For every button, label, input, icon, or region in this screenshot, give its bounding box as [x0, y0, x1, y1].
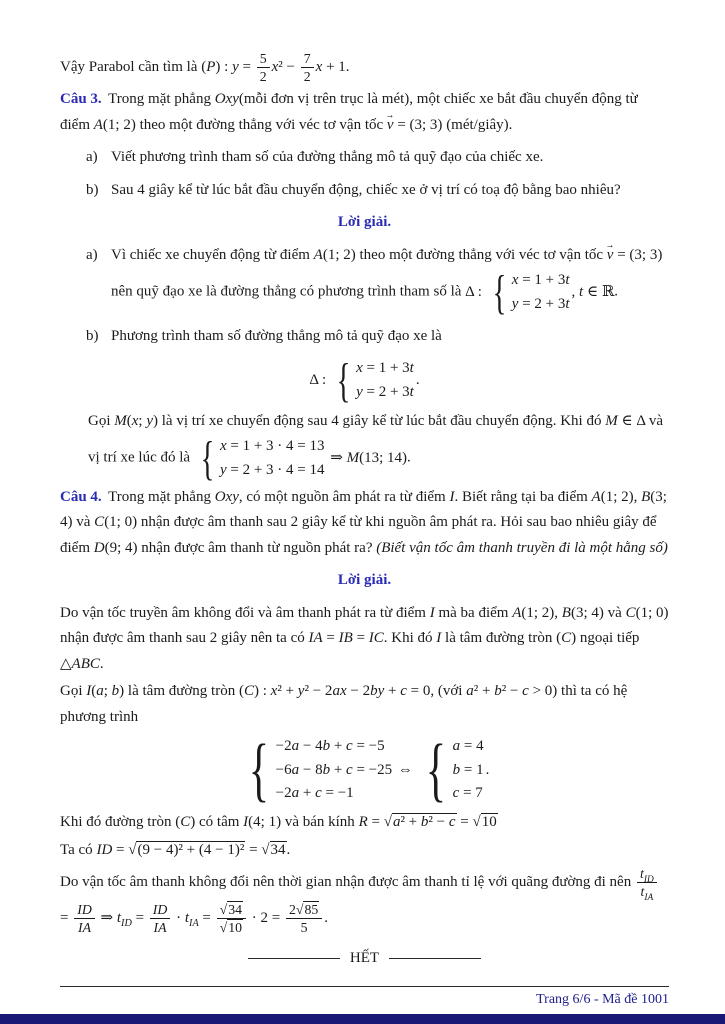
q4-para-3: Khi đó đường tròn (C) có tâm I(4; 1) và bán kính R = √a² + b² − c = √10 [60, 814, 497, 831]
solution-heading-q4: Lời giải. [337, 572, 392, 589]
item-label: a) [86, 246, 98, 263]
item-label: b) [86, 181, 99, 198]
solution-heading-q3: Lời giải. [337, 214, 392, 231]
q4-para-1: Do vận tốc truyền âm không đổi và âm thanh phát ra từ điểm I mà ba điểm A(1; 2), B(3; 4) và C(1; 0) nhận được âm thanh sau 2 giây nên ta có IA = IB = IC. Khi đó I là tâm đường tròn (C) ngoại tiếp △ABC. [60, 604, 669, 672]
q3-solution-a: a) Vì chiếc xe chuyển động từ điểm A(1; 2) theo một đường thẳng với véc tơ vận tốc → v = (3; 3) nên quỹ đạo xe là đường thẳng có phương trình tham số là Δ : { x = 1 + 3t y = 2 + 3t , t ∈ ℝ. [86, 238, 663, 319]
q4-para-4: Ta có ID = √(9 − 4)² + (4 − 1)² = √34. [60, 841, 291, 858]
question-3: Câu 3. Trong mặt phẳng Oxy(mỗi đơn vị trên trục là mét), một chiếc xe bắt đầu chuyển động từ điểm A(1; 2) theo một đường thẳng với véc tơ vận tốc → v = (3; 3) (mét/giây). [60, 87, 669, 138]
cases-system: { x = 1 + 3 · 4 = 13 y = 2 + 3 · 4 = 14 [200, 431, 325, 485]
page-footer [60, 986, 669, 1008]
radicand-overline: 10 [228, 919, 243, 935]
fraction: $\frac{5}{2}$ [257, 50, 270, 85]
vector-arrow: → v [385, 108, 395, 133]
radicand-overline: 34 [270, 841, 286, 858]
cases-system: { a = 4 b = 1 c = 7 [425, 731, 484, 810]
fraction: $\frac{√34}{√10}$ [217, 901, 246, 936]
question-4: Câu 4. Trong mặt phẳng Oxy, có một nguồn âm phát ra từ điểm I. Biết rằng tại ba điểm A(1; 2), B(3; 4) và C(1; 0) nhận được âm thanh sau 2 giây kể từ khi nguồn âm phát ra. Hỏi sau bao nhiêu giây để điểm D(9; 4) nhận được âm thanh từ nguồn phát ra? (Biết vận tốc âm thanh truyền đi là một hằng số) [60, 488, 668, 556]
q3-position-para: Gọi M(x; y) là vị trí xe chuyển động sau 4 giây kể từ lúc bắt đầu chuyển động. Khi đó M ∈ Δ và vị trí xe lúc đó là { x = 1 + 3 · 4 = 13 y = 2 + 3 · 4 = 14 ⇒ M(13; 14). [88, 412, 664, 485]
item-label: b) [86, 327, 99, 344]
vector-arrow: → v [605, 238, 615, 263]
radicand-overline: a² + b² − c [392, 814, 456, 831]
fraction: $\frac{t_{ID}}{t_{IA}}$ [637, 865, 657, 900]
fraction: $\frac{ID}{IA}$ [150, 901, 171, 936]
radicand-overline: 34 [228, 901, 243, 917]
end-rule-right [389, 958, 481, 959]
radicand-overline: (9 − 4)² + (4 − 1)² [137, 841, 245, 858]
parabola-answer: Vậy Parabol cần tìm là (P) : y = $\frac{5}{2}$ x² − $\frac{7}{2}$ x + 1. [60, 51, 350, 85]
fraction: $\frac{2√85}{5}$ [286, 901, 322, 936]
q4-display-system: { −2a − 4b + c = −5 −6a − 8b + c = −25 −2a + c = −1 ⇔ { a = 4 b = 1 c = 7 . [60, 734, 669, 806]
q3-part-b: b) Sau 4 giây kể từ lúc bắt đầu chuyển động, chiếc xe ở vị trí có toạ độ bằng bao nhiêu? [86, 178, 669, 204]
cases-system: { −2a − 4b + c = −5 −6a − 8b + c = −25 −2a + c = −1 [248, 731, 393, 810]
radicand-overline: 10 [481, 814, 497, 831]
q3-display-system: Δ : { x = 1 + 3t y = 2 + 3t . [309, 353, 420, 407]
item-label: a) [86, 149, 98, 166]
end-label: HẾT [349, 950, 380, 967]
q4-para-2: Gọi I(a; b) là tâm đường tròn (C) : x² + y² − 2ax − 2by + c = 0, (với a² + b² − c > 0) thì ta có hệ phương trình [60, 683, 628, 725]
radicand-overline: 85 [304, 901, 319, 917]
bottom-bar [0, 1014, 725, 1024]
page-number-label: Trang 6/6 - Mã đề 1001 [536, 992, 669, 1007]
cases-system: { x = 1 + 3t y = 2 + 3t [492, 265, 570, 319]
q4-para-5: Do vận tốc âm thanh không đổi nên thời gian nhận được âm thanh tỉ lệ với quãng đường đi nên $\frac{t_{ID}}{t_{IA}}$ = $\frac{ID}{IA}$ ⇒ $t_{ID}$ = $\frac{ID}{IA}$ · $t_{IA}$ = $\frac{√34}{√10}$ · 2 = $\frac{2√85}{5}$ . [60, 865, 669, 936]
q3-part-a: a) Viết phương trình tham số của đường thẳng mô tả quỹ đạo của chiếc xe. [86, 145, 669, 171]
fraction: $\frac{7}{2}$ [301, 50, 314, 85]
end-rule-left [248, 958, 340, 959]
fraction: $\frac{ID}{IA}$ [74, 901, 95, 936]
q3-solution-b: b) Phương trình tham số đường thẳng mô tả quỹ đạo xe là [86, 324, 669, 350]
document-content [60, 50, 669, 972]
cases-system: { x = 1 + 3t y = 2 + 3t [336, 353, 414, 407]
end-separator [60, 946, 669, 972]
